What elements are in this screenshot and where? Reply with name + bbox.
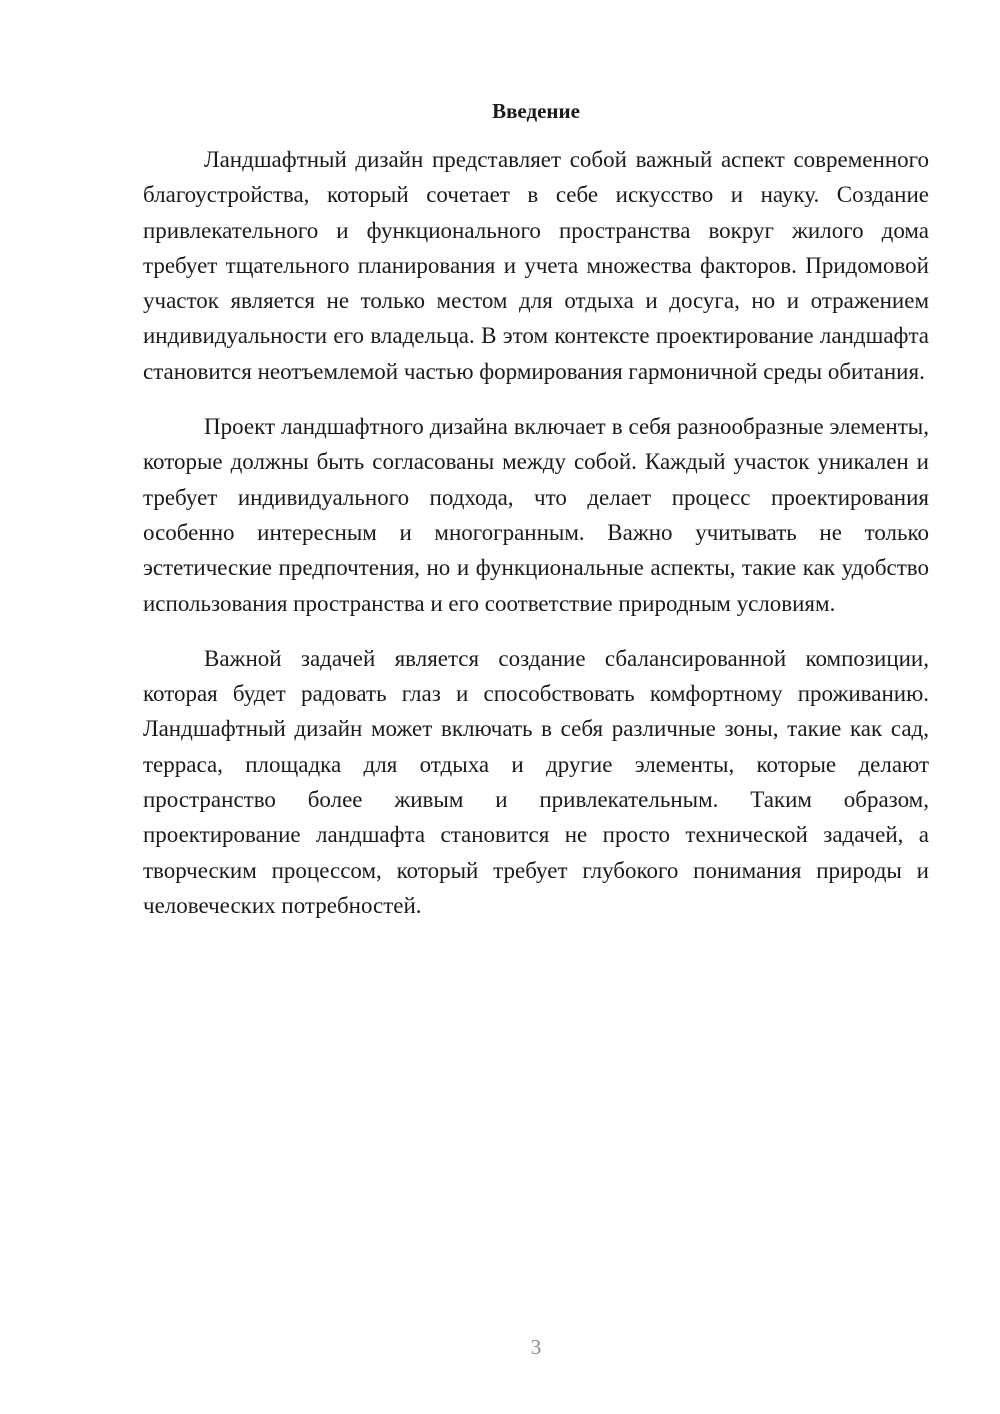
paragraph-3: Важной задачей является создание сбалансированной композиции, которая будет радовать глаз и способствовать комфортному проживанию. Ландшафтный дизайн может включать в себя различные зоны, такие как сад, терраса, площадка для отдыха и другие элементы, которые делают пространство более живым и привлекательным. Таким образом, проектирование ландшафта становится не просто технической задачей, а творческим процессом, который требует глубокого понимания природы и человеческих потребностей. — [143, 645, 929, 918]
section-heading: Введение — [492, 99, 580, 123]
body-text — [143, 142, 929, 923]
paragraph-2: Проект ландшафтного дизайна включает в себя разнообразные элементы, которые должны быть согласованы между собой. Каждый участок уникален и требует индивидуального подхода, что делает процесс проектирования особенно интересным и многогранным. Важно учитывать не только эстетические предпочтения, но и функциональные аспекты, такие как удобство использования пространства и его соответствие природным условиям. — [143, 414, 929, 616]
paragraph-1: Ландшафтный дизайн представляет собой важный аспект современного благоустройства, который сочетает в себе искусство и науку. Создание привлекательного и функционального пространства вокруг жилого дома требует тщательного планирования и учета множества факторов. Придомовой участок является не только местом для отдыха и досуга, но и отражением индивидуальности его владельца. В этом контексте проектирование ландшафта становится неотъемлемой частью формирования гармоничной среды обитания. — [143, 147, 929, 384]
page-number: 3 — [530, 1335, 542, 1359]
